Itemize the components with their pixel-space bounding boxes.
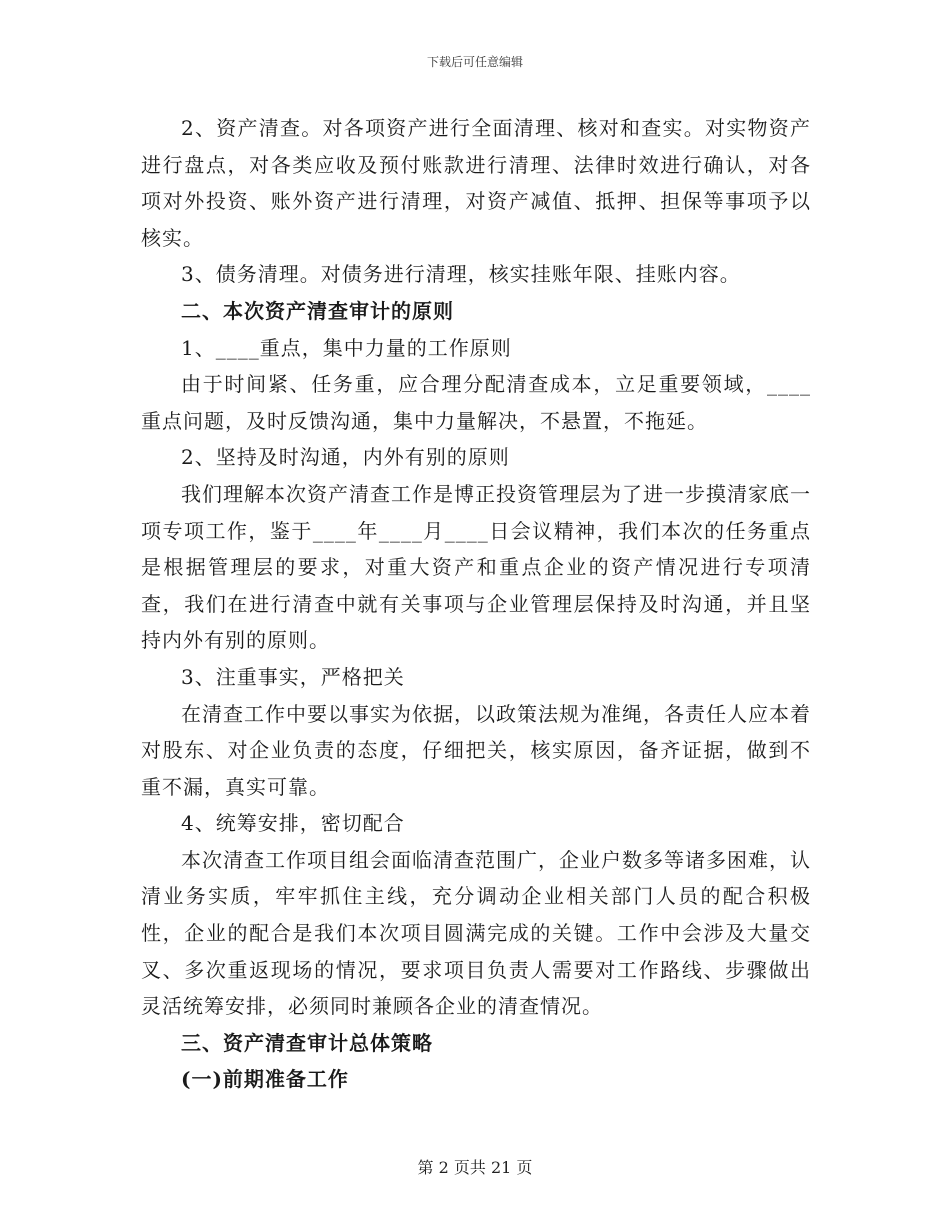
subheading-principle-1: 1、____重点，集中力量的工作原则 [181,335,512,360]
page-header: 下载后可任意编辑 [426,55,523,69]
document-body [141,110,811,1098]
subheading-principle-3: 3、注重事实，严格把关 [181,664,405,689]
subheading-preparation: (一)前期准备工作 [181,1067,349,1092]
paragraph-principle-2: 我们理解本次资产清查工作是博正投资管理层为了进一步摸清家底一项专项工作，鉴于____年____月____日会议精神，我们本次的任务重点是根据管理层的要求，对重大资产和重点企业的资产情况进行专项清查，我们在进行清查中就有关事项与企业管理层保持及时沟通，并且坚持内外有别的原则。 [141,481,811,653]
paragraph-asset-inventory: 2、资产清查。对各项资产进行全面清理、核对和查实。对实物资产进行盘点，对各类应收及预付账款进行清理、法律时效进行确认，对各项对外投资、账外资产进行清理，对资产减值、抵押、担保等事项予以核实。 [141,116,811,250]
page-number: 第 2 页共 21 页 [417,1158,533,1177]
subheading-principle-4: 4、统筹安排，密切配合 [181,811,405,836]
section-heading-strategy: 三、资产清查审计总体策略 [181,1030,433,1055]
paragraph-principle-1: 由于时间紧、任务重，应合理分配清查成本，立足重要领域，____重点问题，及时反馈沟通，集中力量解决，不悬置，不拖延。 [141,372,811,433]
paragraph-principle-4: 本次清查工作项目组会面临清查范围广，企业户数多等诸多困难，认清业务实质，牢牢抓住主线，充分调动企业相关部门人员的配合积极性，企业的配合是我们本次项目圆满完成的关键。工作中会涉及大量交叉、多次重返现场的情况，要求项目负责人需要对工作路线、步骤做出灵活统筹安排，必须同时兼顾各企业的清查情况。 [141,847,811,1019]
subheading-principle-2: 2、坚持及时沟通，内外有别的原则 [181,445,510,470]
paragraph-principle-3: 在清查工作中要以事实为依据，以政策法规为准绳，各责任人应本着对股东、对企业负责的态度，仔细把关，核实原因，备齐证据，做到不重不漏，真实可靠。 [141,701,811,799]
paragraph-debt-clearance: 3、债务清理。对债务进行清理，核实挂账年限、挂账内容。 [181,262,741,287]
section-heading-principles: 二、本次资产清查审计的原则 [181,298,454,323]
